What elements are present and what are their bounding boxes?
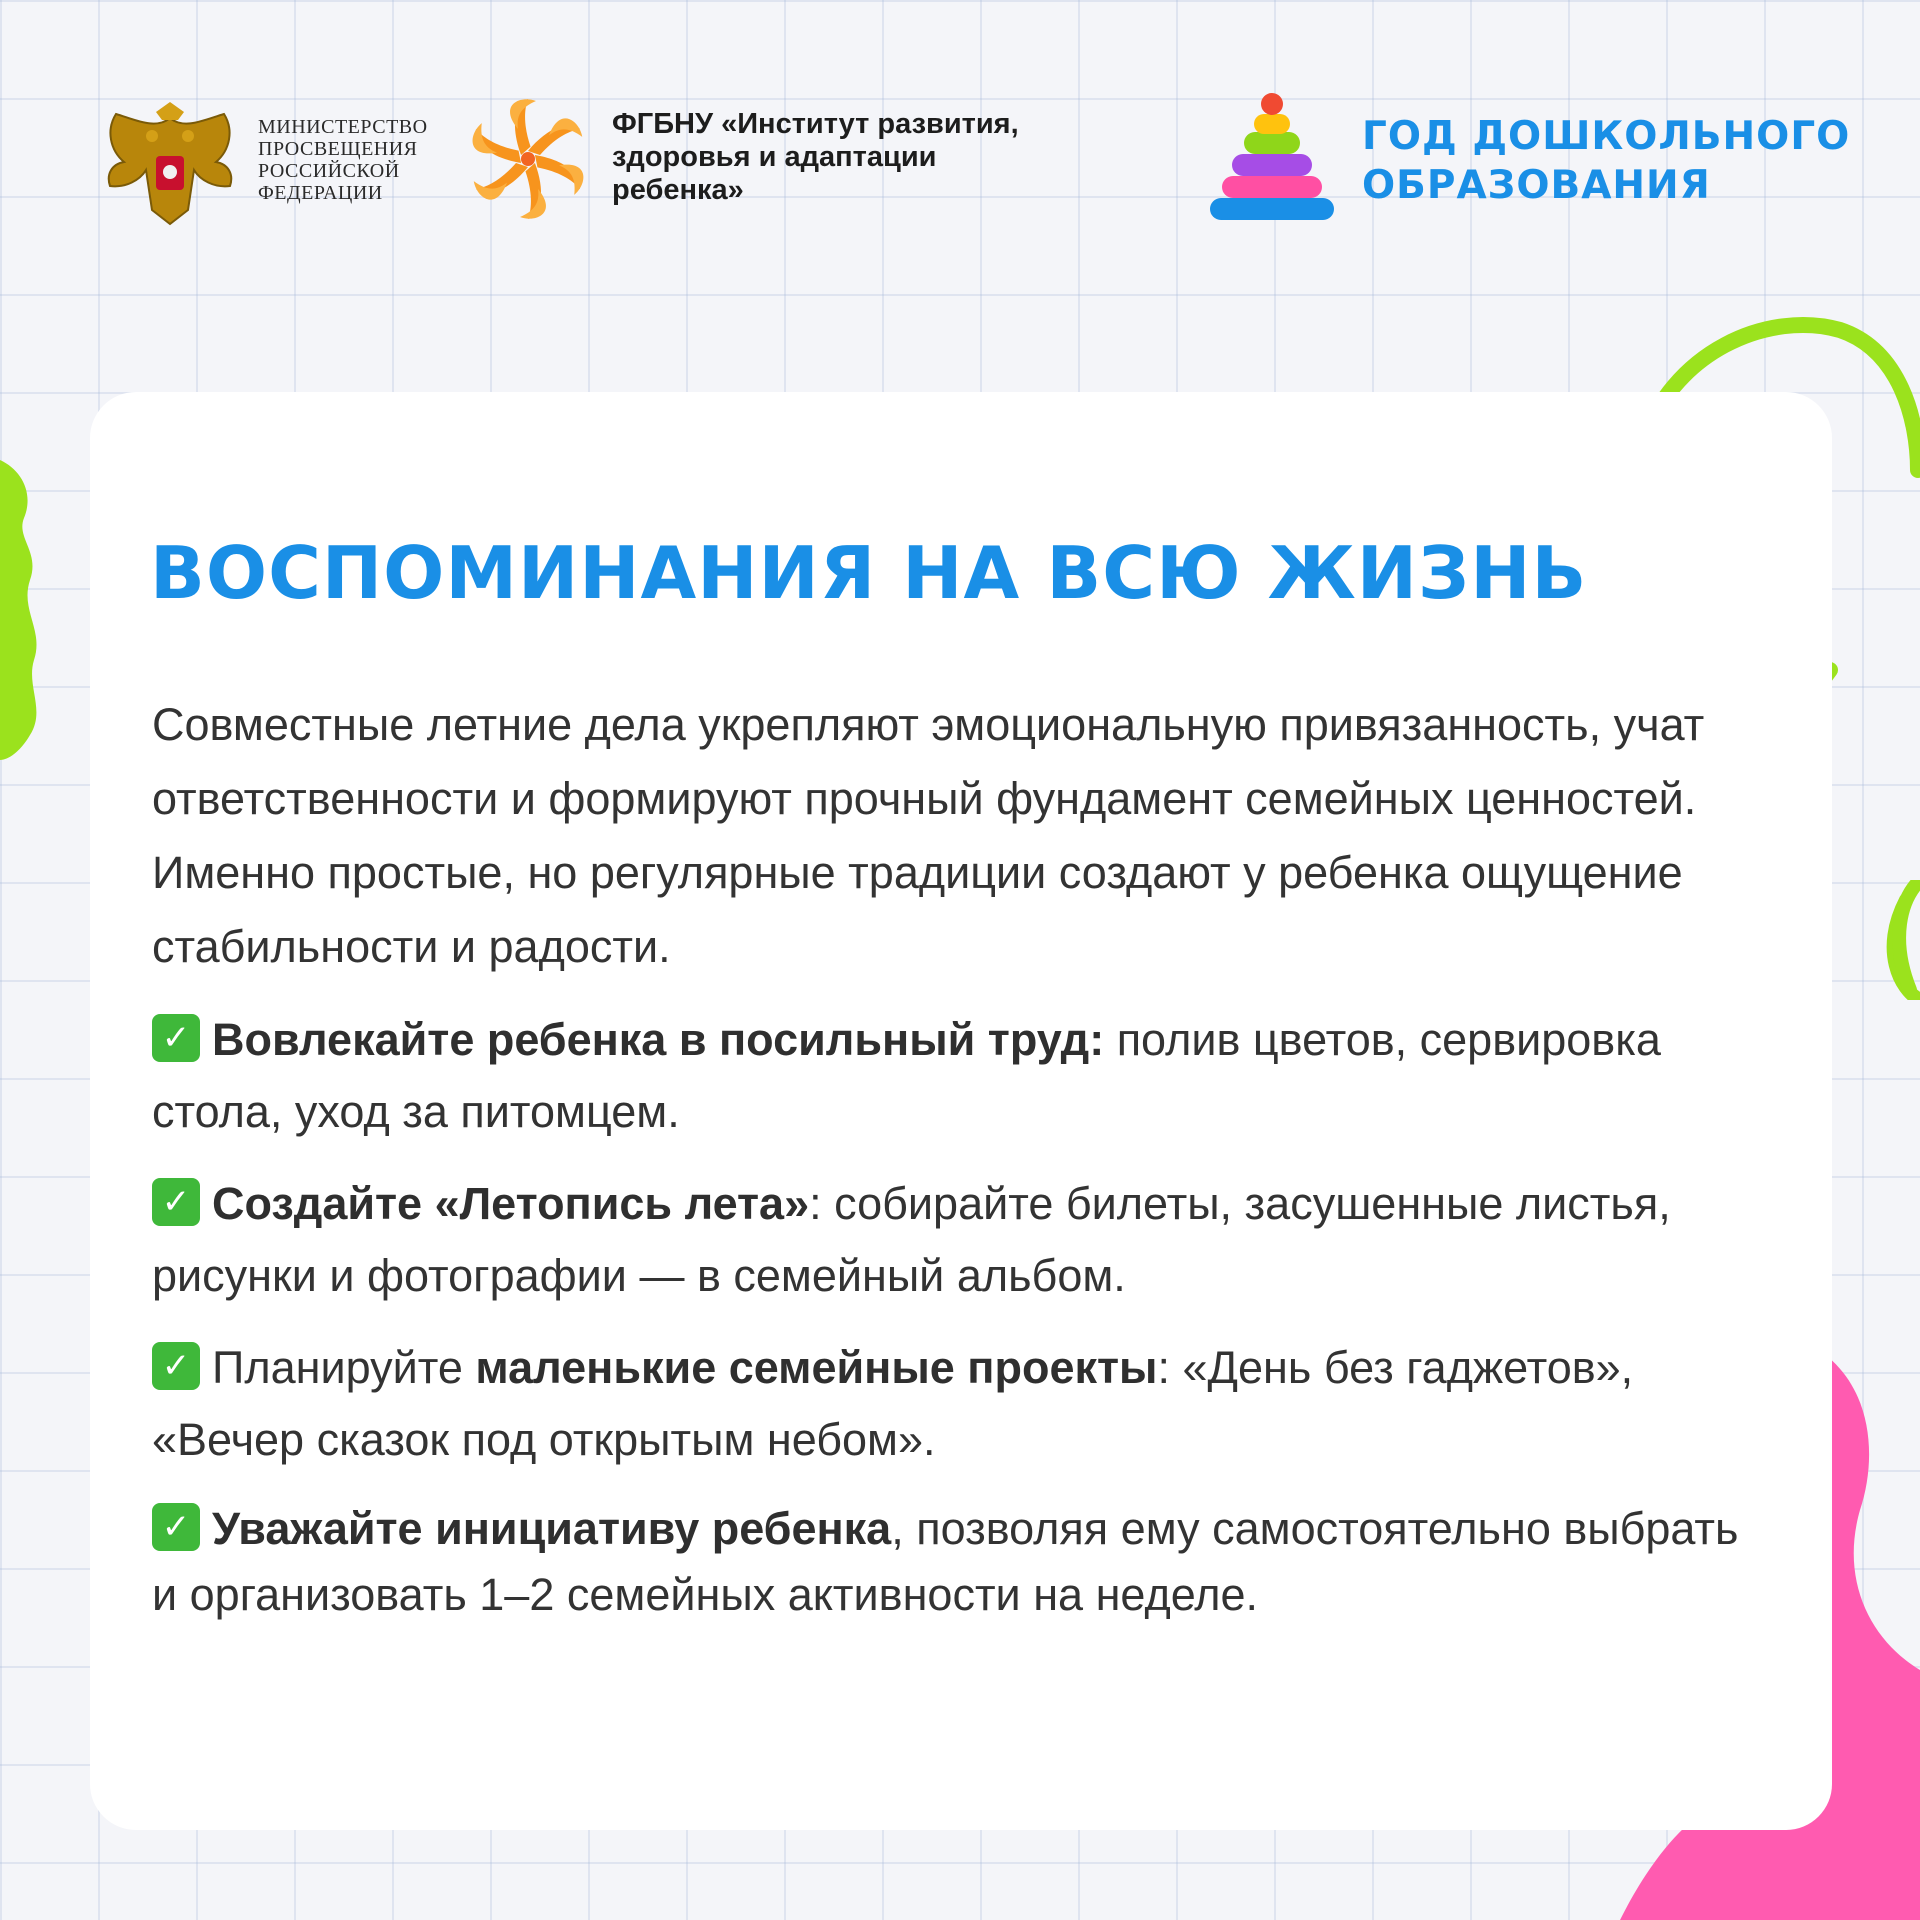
coat-of-arms-icon: [96, 100, 244, 226]
tip-bold: Вовлекайте ребенка в посильный труд:: [212, 1014, 1105, 1065]
tip-bold: Создайте «Летопись лета»: [212, 1178, 810, 1229]
institute-line: ФГБНУ «Институт развития,: [612, 108, 1019, 140]
tip-bold: Уважайте инициативу ребенка: [212, 1503, 892, 1554]
ministry-line: МИНИСТЕРСТВО: [258, 116, 428, 138]
header: [0, 0, 1920, 260]
year-logo-line: ГОД ДОШКОЛЬНОГО: [1362, 114, 1851, 159]
sun-swirl-logo-icon: [458, 94, 598, 224]
intro-paragraph: Совместные летние дела укрепляют эмоциональную привязанность, учат ответственности и формируют прочный фундамент семейных ценностей. Именно простые, но регулярные традиции создают у ребенка ощущение стабильности и радости.: [152, 699, 1705, 972]
tip-text: полив цветов, сервировка стола, уход за питомцем.: [152, 1014, 1661, 1137]
tip-item: [152, 1496, 1752, 1628]
balloon-decoration-small: [1890, 880, 1920, 1000]
tip-text: , позволяя ему самостоятельно выбрать и организовать 1–2 семейных активности на неделе.: [152, 1503, 1739, 1620]
institute-name: [612, 108, 1019, 207]
ministry-name: [258, 116, 428, 204]
tip-bold: маленькие семейные проекты: [475, 1342, 1158, 1393]
tip-text: : «День без гаджетов», «Вечер сказок под открытым небом».: [152, 1342, 1634, 1465]
check-mark-icon: ✓: [152, 1342, 200, 1390]
check-mark-icon: ✓: [152, 1178, 200, 1226]
institute-line: здоровья и адаптации: [612, 141, 937, 173]
check-mark-icon: ✓: [152, 1503, 200, 1551]
ministry-line: ФЕДЕРАЦИИ: [258, 182, 383, 204]
year-logo-line: ОБРАЗОВАНИЯ: [1362, 163, 1711, 208]
ministry-line: РОССИЙСКОЙ: [258, 160, 400, 182]
ministry-line: ПРОСВЕЩЕНИЯ: [258, 138, 418, 160]
tip-text: : собирайте билеты, засушенные листья, рисунки и фотографии — в семейный альбом.: [152, 1178, 1671, 1301]
green-blob-decoration-left: [0, 460, 50, 760]
tip-item: [152, 1004, 1752, 1148]
page-title: ВОСПОМИНАНИЯ НА ВСЮ ЖИЗНЬ: [150, 531, 1588, 615]
tip-item: [152, 1168, 1752, 1312]
ring-pyramid-toy-icon: [1204, 92, 1340, 226]
tip-item: [152, 1332, 1752, 1476]
year-of-preschool-logo: [1362, 112, 1850, 210]
check-mark-icon: ✓: [152, 1014, 200, 1062]
card-content: [152, 688, 1752, 1648]
tip-prefix: Планируйте: [212, 1342, 476, 1393]
institute-line: ребенка»: [612, 174, 744, 206]
